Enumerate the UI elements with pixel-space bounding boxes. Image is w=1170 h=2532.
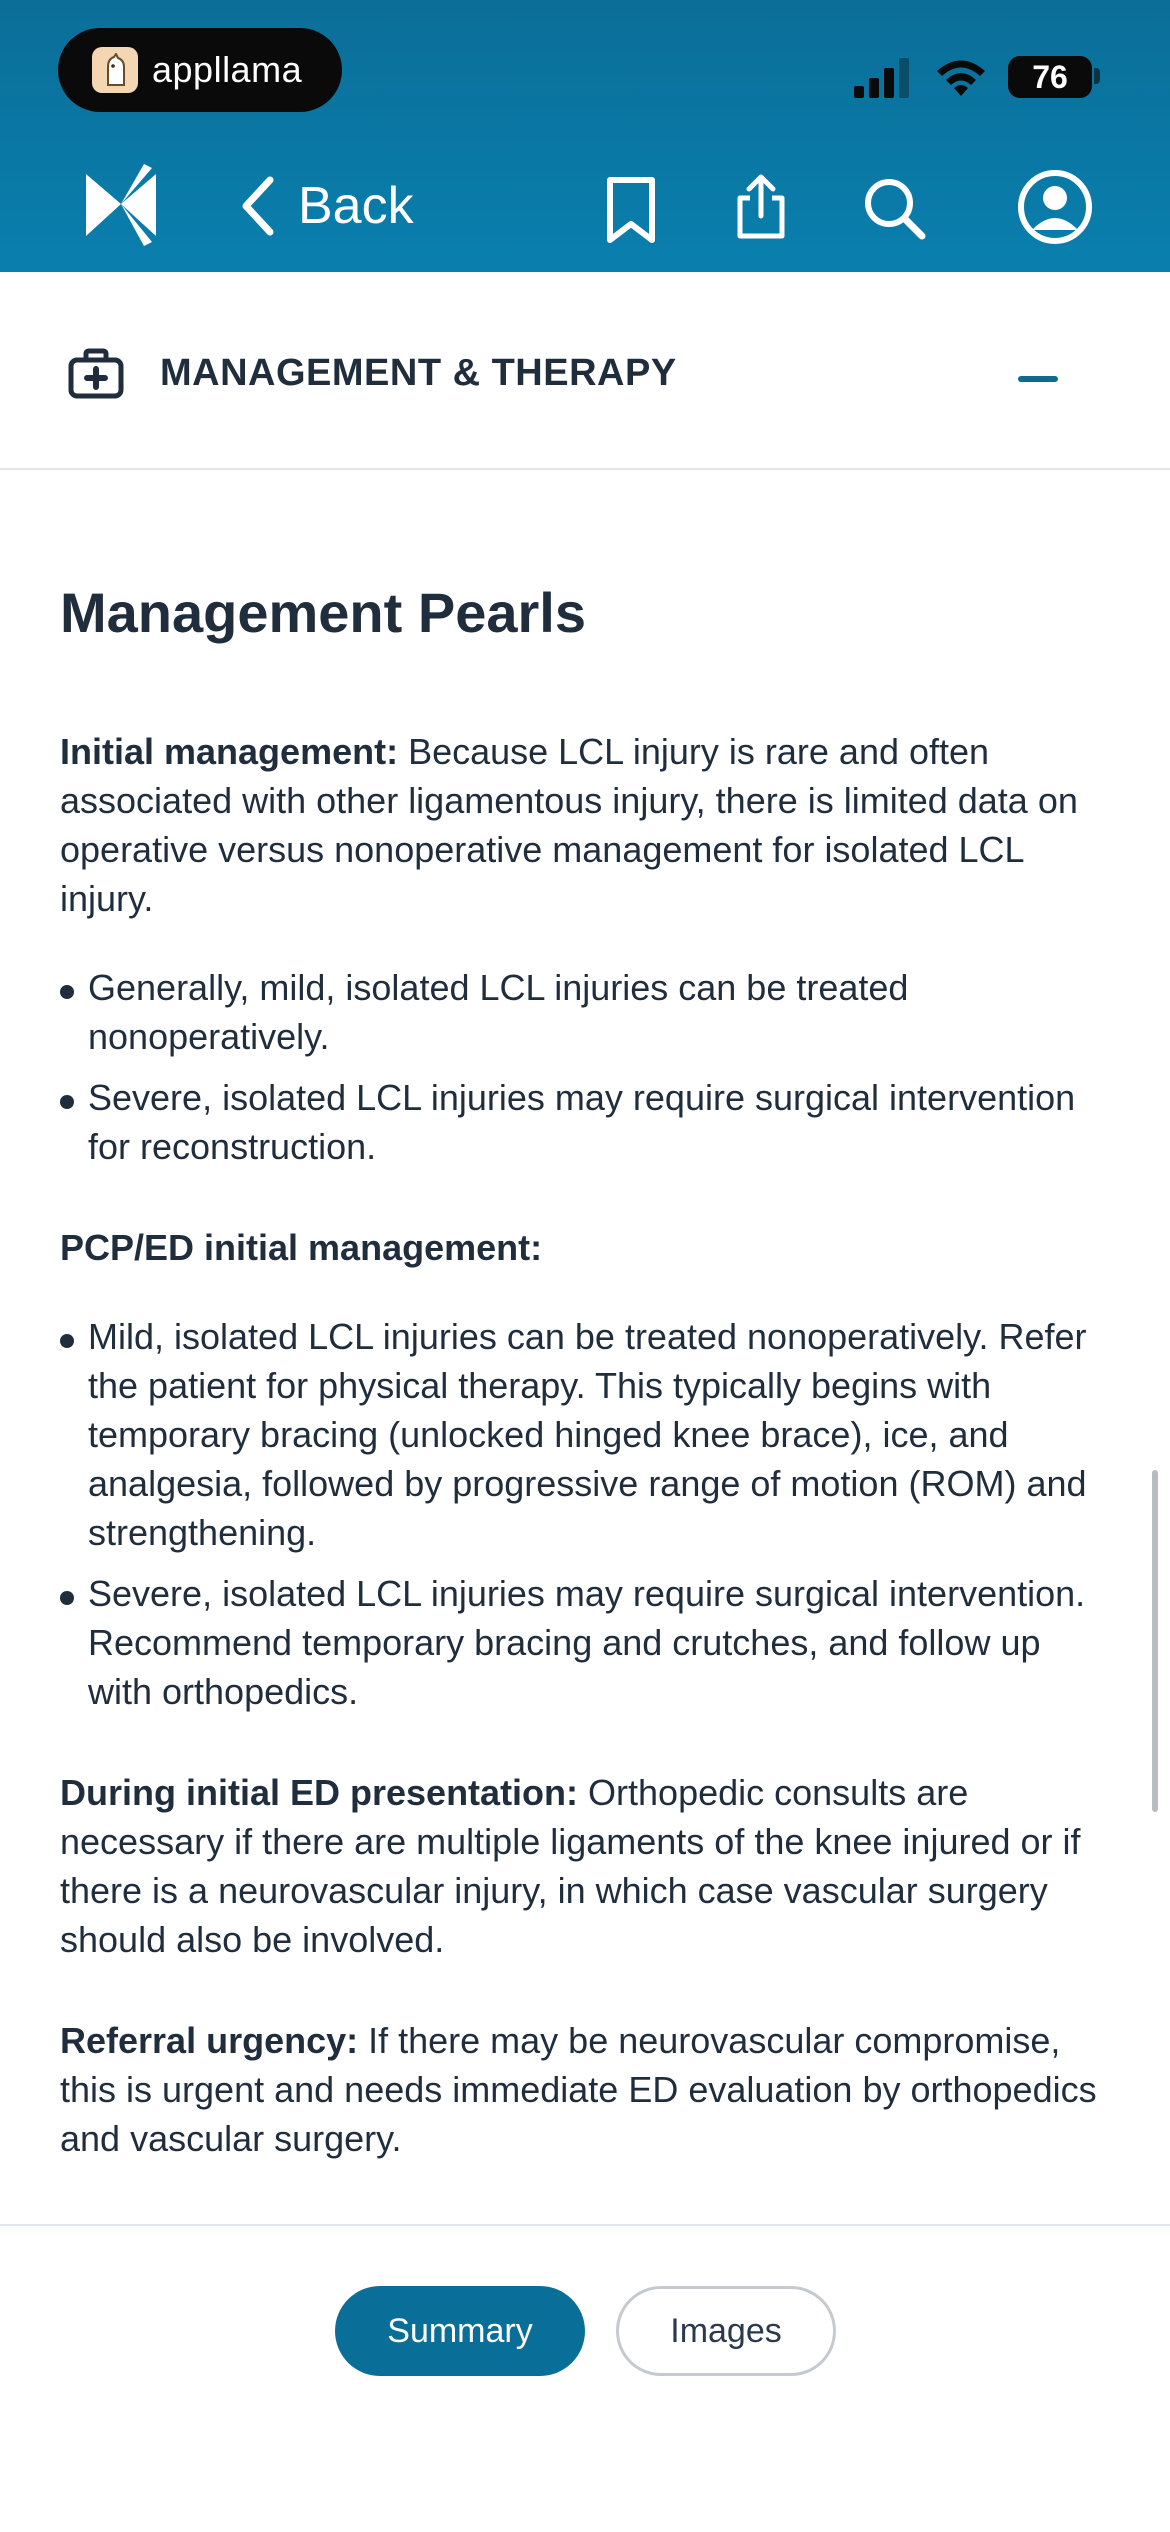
llama-icon [92, 47, 138, 93]
ed-presentation-text: Orthopedic consults are necessary if there are multiple ligaments of the knee injured or if there is a neurovascular injury, in which case vascular surgery should also be involved. [60, 1772, 1081, 1960]
back-chevron-icon[interactable] [238, 176, 278, 236]
search-icon[interactable] [862, 176, 928, 242]
pcp-bullets-list [60, 1312, 1110, 1716]
initial-management-label: Initial management: [60, 731, 399, 772]
tab-summary[interactable]: Summary [335, 2286, 585, 2376]
ed-presentation-paragraph [60, 1768, 1110, 1964]
initial-management-paragraph [60, 727, 1110, 923]
page-title: Management Pearls [60, 581, 586, 644]
bottom-tab-bar [0, 2224, 1170, 2532]
pcp-ed-heading: PCP/ED initial management: [60, 1227, 543, 1268]
tab-images[interactable]: Images [616, 2286, 836, 2376]
share-icon[interactable] [734, 172, 788, 242]
list-item: Severe, isolated LCL injuries may require surgical intervention. Recommend temporary bracing and crutches, and follow up with orthopedics. [60, 1569, 1110, 1716]
list-item: Generally, mild, isolated LCL injuries can be treated nonoperatively. [60, 963, 1110, 1061]
list-item: Severe, isolated LCL injuries may require surgical intervention for reconstruction. [60, 1073, 1110, 1171]
collapse-minus-icon[interactable] [1018, 376, 1058, 382]
bookmark-icon[interactable] [604, 176, 658, 246]
screen-recording-pill [58, 28, 342, 112]
battery-cap [1094, 68, 1100, 84]
section-title: MANAGEMENT & THERAPY [160, 352, 677, 394]
referral-urgency-label: Referral urgency: [60, 2020, 359, 2061]
back-button[interactable]: Back [298, 177, 414, 235]
app-logo-icon[interactable] [86, 164, 156, 246]
ed-presentation-label: During initial ED presentation: [60, 1772, 579, 1813]
profile-icon[interactable] [1016, 168, 1094, 246]
initial-bullets-list [60, 963, 1110, 1171]
app-header [0, 0, 1170, 272]
battery-indicator: 76 [1008, 56, 1092, 98]
list-item: Mild, isolated LCL injuries can be treated nonoperatively. Refer the patient for physical therapy. This typically begins with temporary bracing (unlocked hinged knee brace), ice, and analgesia, followed by progressive range of motion (ROM) and strengthening. [60, 1312, 1110, 1557]
initial-management-text: Because LCL injury is rare and often associated with other ligamentous injury, there is limited data on operative versus nonoperative management for isolated LCL injury. [60, 731, 1078, 919]
cellular-signal-icon [854, 58, 914, 98]
scrollbar[interactable] [1152, 1470, 1158, 1812]
app-name: appllama [152, 49, 303, 90]
referral-urgency-paragraph [60, 2016, 1110, 2163]
medical-kit-icon [68, 348, 124, 400]
wifi-icon [934, 58, 988, 98]
article-content [60, 580, 1110, 2163]
referral-urgency-text: If there may be neurovascular compromise, this is urgent and needs immediate ED evaluation by orthopedics and vascular surgery. [60, 2020, 1097, 2159]
section-header-management[interactable] [0, 272, 1170, 470]
